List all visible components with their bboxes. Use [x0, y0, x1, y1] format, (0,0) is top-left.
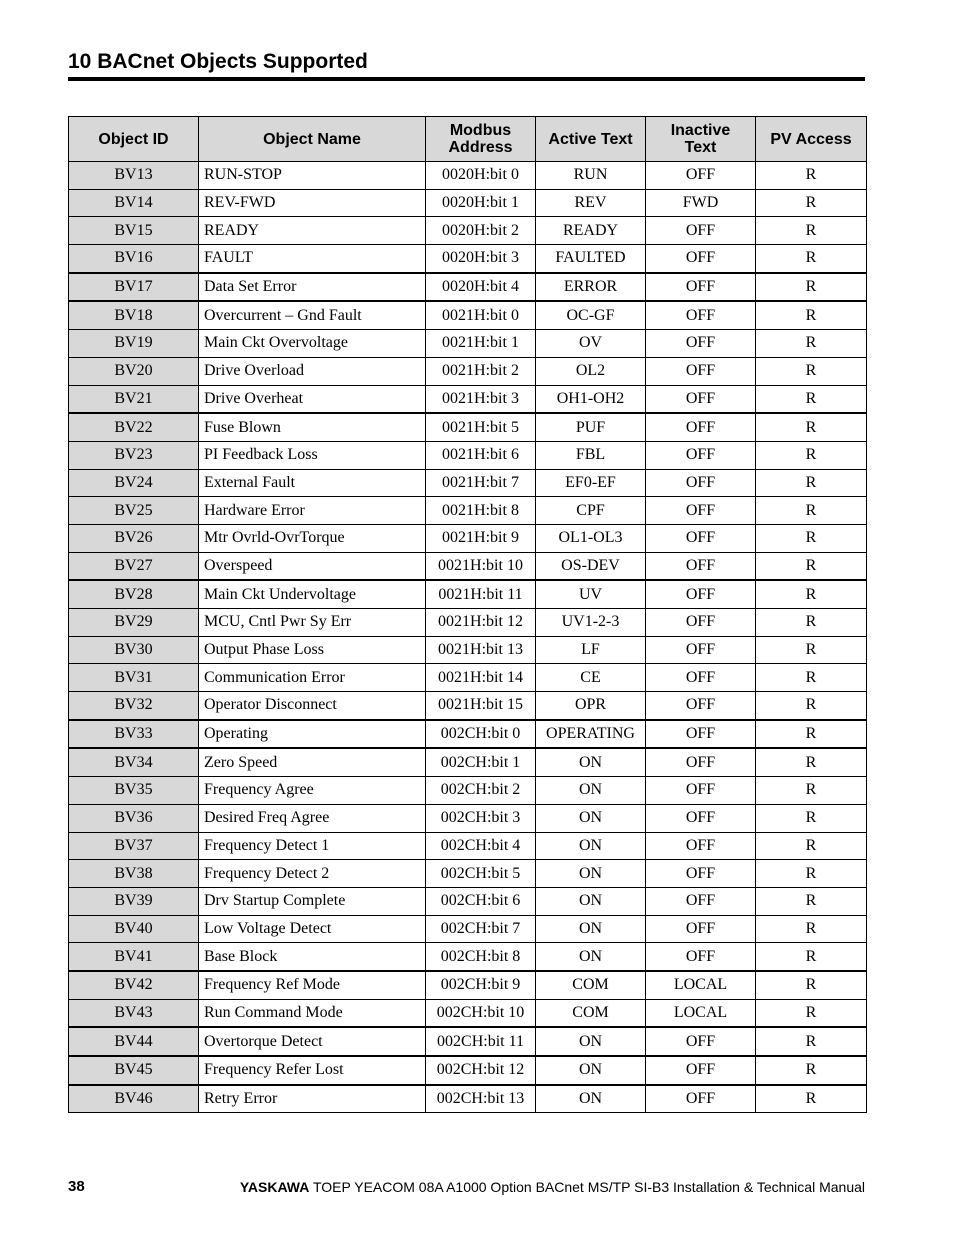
cell-pv-access: R: [756, 1085, 867, 1113]
cell-object-id: BV38: [69, 860, 199, 888]
cell-inactive-text: OFF: [646, 1085, 756, 1113]
table-row: [69, 1056, 867, 1085]
cell-pv-access: R: [756, 330, 867, 358]
cell-modbus-address: 0021H:bit 3: [426, 385, 536, 413]
cell-object-id: BV28: [69, 580, 199, 608]
cell-inactive-text: OFF: [646, 860, 756, 888]
cell-modbus-address: 0021H:bit 5: [426, 413, 536, 441]
cell-pv-access: R: [756, 162, 867, 190]
cell-active-text: ON: [536, 1027, 646, 1056]
cell-modbus-address: 002CH:bit 3: [426, 804, 536, 832]
header-object-id: Object ID: [69, 117, 199, 162]
cell-object-name: Overcurrent – Gnd Fault: [199, 301, 426, 329]
cell-inactive-text: OFF: [646, 636, 756, 664]
cell-active-text: FAULTED: [536, 245, 646, 273]
page-number: 38: [68, 1178, 85, 1195]
cell-pv-access: R: [756, 217, 867, 245]
cell-inactive-text: OFF: [646, 301, 756, 329]
cell-pv-access: R: [756, 357, 867, 385]
bacnet-objects-table: [68, 116, 867, 1113]
cell-pv-access: R: [756, 943, 867, 971]
table-row: [69, 887, 867, 915]
table-row: [69, 580, 867, 608]
cell-object-name: REV-FWD: [199, 189, 426, 217]
cell-active-text: ON: [536, 860, 646, 888]
cell-object-id: BV43: [69, 999, 199, 1027]
cell-object-id: BV18: [69, 301, 199, 329]
table-row: [69, 330, 867, 358]
cell-pv-access: R: [756, 580, 867, 608]
cell-object-name: Frequency Detect 2: [199, 860, 426, 888]
cell-object-id: BV31: [69, 664, 199, 692]
cell-pv-access: R: [756, 469, 867, 497]
cell-object-id: BV24: [69, 469, 199, 497]
cell-inactive-text: FWD: [646, 189, 756, 217]
cell-object-id: BV37: [69, 832, 199, 860]
cell-inactive-text: OFF: [646, 943, 756, 971]
cell-object-name: Overtorque Detect: [199, 1027, 426, 1056]
cell-object-id: BV22: [69, 413, 199, 441]
cell-inactive-text: LOCAL: [646, 999, 756, 1027]
cell-modbus-address: 0021H:bit 12: [426, 609, 536, 637]
cell-object-id: BV19: [69, 330, 199, 358]
cell-object-name: External Fault: [199, 469, 426, 497]
cell-object-name: Data Set Error: [199, 273, 426, 302]
cell-object-name: PI Feedback Loss: [199, 441, 426, 469]
cell-object-name: READY: [199, 217, 426, 245]
cell-inactive-text: OFF: [646, 441, 756, 469]
header-modbus-address: [426, 117, 536, 162]
cell-pv-access: R: [756, 413, 867, 441]
table-row: [69, 804, 867, 832]
cell-object-name: Zero Speed: [199, 748, 426, 776]
cell-object-id: BV34: [69, 748, 199, 776]
header-inactive-text-line1: Inactive: [670, 122, 731, 139]
cell-modbus-address: 0021H:bit 2: [426, 357, 536, 385]
cell-modbus-address: 0020H:bit 3: [426, 245, 536, 273]
cell-pv-access: R: [756, 915, 867, 943]
cell-object-name: Main Ckt Undervoltage: [199, 580, 426, 608]
cell-active-text: FBL: [536, 441, 646, 469]
cell-pv-access: R: [756, 999, 867, 1027]
cell-active-text: COM: [536, 999, 646, 1027]
table-row: [69, 1027, 867, 1056]
cell-object-name: Main Ckt Overvoltage: [199, 330, 426, 358]
cell-modbus-address: 0021H:bit 10: [426, 552, 536, 580]
cell-active-text: OPR: [536, 692, 646, 720]
table-row: [69, 385, 867, 413]
cell-active-text: OS-DEV: [536, 552, 646, 580]
cell-active-text: EF0-EF: [536, 469, 646, 497]
header-object-name: Object Name: [199, 117, 426, 162]
cell-pv-access: R: [756, 1027, 867, 1056]
cell-active-text: ON: [536, 748, 646, 776]
cell-active-text: ON: [536, 943, 646, 971]
cell-pv-access: R: [756, 301, 867, 329]
cell-inactive-text: OFF: [646, 804, 756, 832]
cell-pv-access: R: [756, 720, 867, 749]
cell-active-text: OPERATING: [536, 720, 646, 749]
table-row: [69, 664, 867, 692]
cell-pv-access: R: [756, 524, 867, 552]
cell-modbus-address: 002CH:bit 9: [426, 971, 536, 999]
cell-object-id: BV41: [69, 943, 199, 971]
cell-modbus-address: 0021H:bit 8: [426, 497, 536, 525]
cell-object-id: BV15: [69, 217, 199, 245]
cell-object-name: Hardware Error: [199, 497, 426, 525]
cell-modbus-address: 002CH:bit 0: [426, 720, 536, 749]
table-row: [69, 497, 867, 525]
footer-manual-title: [240, 1179, 865, 1195]
cell-inactive-text: OFF: [646, 832, 756, 860]
table-row: [69, 860, 867, 888]
table-row: [69, 915, 867, 943]
table-row: [69, 609, 867, 637]
cell-modbus-address: 0021H:bit 14: [426, 664, 536, 692]
cell-object-name: Desired Freq Agree: [199, 804, 426, 832]
cell-inactive-text: OFF: [646, 357, 756, 385]
table-row: [69, 524, 867, 552]
section-title: 10 BACnet Objects Supported: [68, 50, 368, 73]
cell-modbus-address: 0021H:bit 13: [426, 636, 536, 664]
cell-object-name: Retry Error: [199, 1085, 426, 1113]
header-inactive-text: [646, 117, 756, 162]
cell-pv-access: R: [756, 552, 867, 580]
table-row: [69, 971, 867, 999]
cell-object-id: BV44: [69, 1027, 199, 1056]
cell-object-id: BV21: [69, 385, 199, 413]
title-rule: [68, 77, 865, 81]
cell-modbus-address: 002CH:bit 6: [426, 887, 536, 915]
cell-inactive-text: OFF: [646, 385, 756, 413]
cell-modbus-address: 0021H:bit 7: [426, 469, 536, 497]
cell-modbus-address: 002CH:bit 10: [426, 999, 536, 1027]
table-row: [69, 413, 867, 441]
table-row: [69, 1085, 867, 1113]
cell-object-id: BV27: [69, 552, 199, 580]
cell-active-text: REV: [536, 189, 646, 217]
cell-pv-access: R: [756, 245, 867, 273]
table-row: [69, 552, 867, 580]
cell-object-id: BV26: [69, 524, 199, 552]
cell-object-name: Drive Overload: [199, 357, 426, 385]
cell-object-name: Drv Startup Complete: [199, 887, 426, 915]
cell-object-id: BV25: [69, 497, 199, 525]
cell-active-text: ON: [536, 804, 646, 832]
cell-inactive-text: OFF: [646, 1027, 756, 1056]
table-row: [69, 217, 867, 245]
cell-object-name: Run Command Mode: [199, 999, 426, 1027]
cell-modbus-address: 0020H:bit 2: [426, 217, 536, 245]
cell-object-id: BV13: [69, 162, 199, 190]
cell-pv-access: R: [756, 832, 867, 860]
cell-modbus-address: 0021H:bit 11: [426, 580, 536, 608]
header-pv-access: PV Access: [756, 117, 867, 162]
cell-modbus-address: 002CH:bit 4: [426, 832, 536, 860]
cell-object-id: BV46: [69, 1085, 199, 1113]
cell-pv-access: R: [756, 609, 867, 637]
cell-object-id: BV20: [69, 357, 199, 385]
cell-modbus-address: 0021H:bit 0: [426, 301, 536, 329]
cell-modbus-address: 0020H:bit 0: [426, 162, 536, 190]
cell-active-text: ON: [536, 777, 646, 805]
cell-pv-access: R: [756, 636, 867, 664]
header-modbus-address-line1: Modbus: [449, 122, 512, 139]
cell-active-text: UV: [536, 580, 646, 608]
table-row: [69, 273, 867, 302]
cell-inactive-text: OFF: [646, 664, 756, 692]
cell-active-text: ERROR: [536, 273, 646, 302]
cell-inactive-text: OFF: [646, 245, 756, 273]
cell-object-id: BV32: [69, 692, 199, 720]
cell-inactive-text: OFF: [646, 915, 756, 943]
cell-active-text: CPF: [536, 497, 646, 525]
cell-inactive-text: OFF: [646, 720, 756, 749]
cell-inactive-text: OFF: [646, 887, 756, 915]
header-inactive-text-line2: Text: [684, 139, 717, 156]
cell-pv-access: R: [756, 860, 867, 888]
cell-modbus-address: 002CH:bit 1: [426, 748, 536, 776]
cell-inactive-text: OFF: [646, 777, 756, 805]
cell-inactive-text: OFF: [646, 273, 756, 302]
cell-inactive-text: OFF: [646, 413, 756, 441]
cell-object-name: Frequency Refer Lost: [199, 1056, 426, 1085]
cell-object-id: BV14: [69, 189, 199, 217]
cell-object-id: BV36: [69, 804, 199, 832]
cell-modbus-address: 002CH:bit 5: [426, 860, 536, 888]
cell-object-name: Communication Error: [199, 664, 426, 692]
footer-title-text: TOEP YEACOM 08A A1000 Option BACnet MS/TP SI-B3 Installation & Technical Manual: [309, 1179, 865, 1195]
table-row: [69, 943, 867, 971]
cell-modbus-address: 0020H:bit 4: [426, 273, 536, 302]
cell-inactive-text: OFF: [646, 580, 756, 608]
table-row: [69, 162, 867, 190]
cell-object-id: BV23: [69, 441, 199, 469]
cell-inactive-text: OFF: [646, 217, 756, 245]
cell-pv-access: R: [756, 692, 867, 720]
cell-active-text: OH1-OH2: [536, 385, 646, 413]
cell-modbus-address: 002CH:bit 7: [426, 915, 536, 943]
cell-object-name: Low Voltage Detect: [199, 915, 426, 943]
cell-pv-access: R: [756, 664, 867, 692]
cell-inactive-text: OFF: [646, 1056, 756, 1085]
cell-modbus-address: 0021H:bit 6: [426, 441, 536, 469]
cell-object-id: BV42: [69, 971, 199, 999]
cell-pv-access: R: [756, 777, 867, 805]
cell-active-text: UV1-2-3: [536, 609, 646, 637]
table-row: [69, 832, 867, 860]
table-row: [69, 189, 867, 217]
cell-active-text: RUN: [536, 162, 646, 190]
cell-active-text: OL1-OL3: [536, 524, 646, 552]
cell-object-id: BV33: [69, 720, 199, 749]
cell-modbus-address: 002CH:bit 8: [426, 943, 536, 971]
cell-pv-access: R: [756, 497, 867, 525]
cell-active-text: ON: [536, 1056, 646, 1085]
cell-active-text: ON: [536, 832, 646, 860]
cell-pv-access: R: [756, 887, 867, 915]
cell-pv-access: R: [756, 273, 867, 302]
cell-pv-access: R: [756, 189, 867, 217]
cell-active-text: READY: [536, 217, 646, 245]
cell-inactive-text: LOCAL: [646, 971, 756, 999]
cell-active-text: COM: [536, 971, 646, 999]
cell-pv-access: R: [756, 385, 867, 413]
cell-active-text: OL2: [536, 357, 646, 385]
table-row: [69, 301, 867, 329]
header-active-text: Active Text: [536, 117, 646, 162]
cell-inactive-text: OFF: [646, 162, 756, 190]
cell-object-name: Frequency Ref Mode: [199, 971, 426, 999]
cell-object-id: BV35: [69, 777, 199, 805]
table-row: [69, 777, 867, 805]
cell-inactive-text: OFF: [646, 524, 756, 552]
cell-modbus-address: 0021H:bit 1: [426, 330, 536, 358]
table-row: [69, 245, 867, 273]
table-row: [69, 692, 867, 720]
cell-modbus-address: 002CH:bit 11: [426, 1027, 536, 1056]
cell-object-id: BV16: [69, 245, 199, 273]
cell-pv-access: R: [756, 441, 867, 469]
table-body: [69, 162, 867, 1113]
cell-active-text: ON: [536, 915, 646, 943]
cell-active-text: CE: [536, 664, 646, 692]
cell-modbus-address: 002CH:bit 2: [426, 777, 536, 805]
cell-inactive-text: OFF: [646, 469, 756, 497]
table-row: [69, 441, 867, 469]
cell-active-text: PUF: [536, 413, 646, 441]
cell-inactive-text: OFF: [646, 692, 756, 720]
cell-object-id: BV45: [69, 1056, 199, 1085]
cell-object-id: BV30: [69, 636, 199, 664]
cell-active-text: OV: [536, 330, 646, 358]
table-row: [69, 748, 867, 776]
cell-inactive-text: OFF: [646, 497, 756, 525]
cell-object-name: RUN-STOP: [199, 162, 426, 190]
cell-active-text: OC-GF: [536, 301, 646, 329]
table-row: [69, 999, 867, 1027]
cell-object-name: Operator Disconnect: [199, 692, 426, 720]
cell-modbus-address: 0021H:bit 15: [426, 692, 536, 720]
cell-inactive-text: OFF: [646, 552, 756, 580]
table-header-row: [69, 117, 867, 162]
cell-modbus-address: 002CH:bit 12: [426, 1056, 536, 1085]
cell-modbus-address: 0020H:bit 1: [426, 189, 536, 217]
cell-object-name: FAULT: [199, 245, 426, 273]
table-row: [69, 469, 867, 497]
cell-object-name: Operating: [199, 720, 426, 749]
cell-object-name: Fuse Blown: [199, 413, 426, 441]
table-row: [69, 636, 867, 664]
cell-object-id: BV29: [69, 609, 199, 637]
table-row: [69, 357, 867, 385]
cell-object-name: Mtr Ovrld-OvrTorque: [199, 524, 426, 552]
cell-inactive-text: OFF: [646, 330, 756, 358]
cell-object-name: Frequency Detect 1: [199, 832, 426, 860]
cell-object-id: BV40: [69, 915, 199, 943]
cell-object-id: BV17: [69, 273, 199, 302]
cell-active-text: LF: [536, 636, 646, 664]
header-modbus-address-line2: Address: [448, 139, 513, 156]
cell-modbus-address: 0021H:bit 9: [426, 524, 536, 552]
cell-inactive-text: OFF: [646, 748, 756, 776]
cell-object-name: Output Phase Loss: [199, 636, 426, 664]
cell-pv-access: R: [756, 1056, 867, 1085]
cell-pv-access: R: [756, 804, 867, 832]
cell-active-text: ON: [536, 887, 646, 915]
cell-inactive-text: OFF: [646, 609, 756, 637]
table-row: [69, 720, 867, 749]
cell-object-name: Base Block: [199, 943, 426, 971]
cell-object-name: Overspeed: [199, 552, 426, 580]
cell-active-text: ON: [536, 1085, 646, 1113]
cell-object-name: Frequency Agree: [199, 777, 426, 805]
cell-pv-access: R: [756, 971, 867, 999]
cell-pv-access: R: [756, 748, 867, 776]
cell-object-name: MCU, Cntl Pwr Sy Err: [199, 609, 426, 637]
cell-object-id: BV39: [69, 887, 199, 915]
cell-object-name: Drive Overheat: [199, 385, 426, 413]
footer-brand: YASKAWA: [239, 1179, 310, 1195]
cell-modbus-address: 002CH:bit 13: [426, 1085, 536, 1113]
